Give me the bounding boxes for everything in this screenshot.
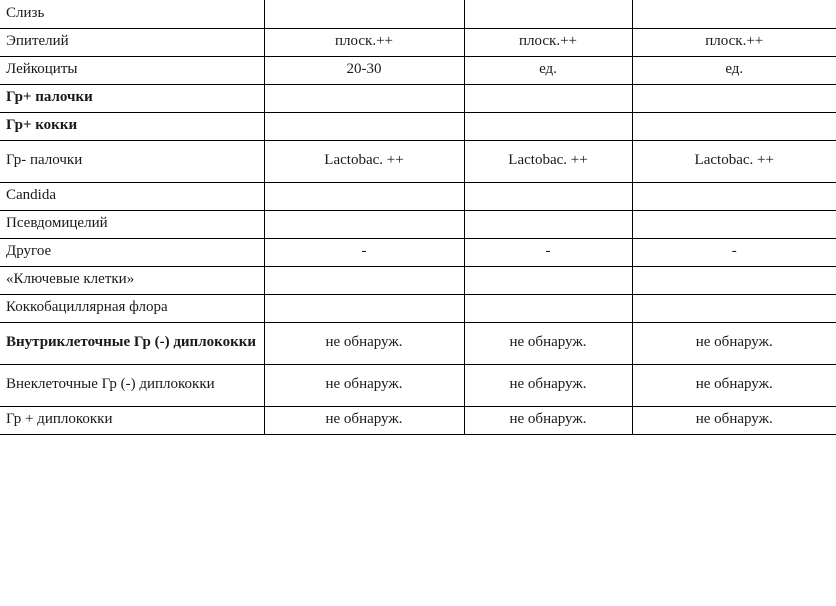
row-value-3 — [632, 294, 836, 322]
row-label: Гр+ палочки — [0, 84, 264, 112]
row-value-1 — [264, 266, 464, 294]
row-value-3: - — [632, 238, 836, 266]
row-label: Candida — [0, 182, 264, 210]
row-value-1 — [264, 294, 464, 322]
row-label: Внутриклеточные Гр (-) диплококки — [0, 322, 264, 364]
row-value-2: ед. — [464, 56, 632, 84]
table-row — [0, 56, 836, 84]
row-value-1 — [264, 112, 464, 140]
row-value-3 — [632, 182, 836, 210]
table-row — [0, 140, 836, 182]
row-value-3 — [632, 84, 836, 112]
table-row — [0, 210, 836, 238]
row-value-3 — [632, 210, 836, 238]
table-row — [0, 182, 836, 210]
table-row — [0, 28, 836, 56]
row-label: Эпителий — [0, 28, 264, 56]
row-value-2 — [464, 210, 632, 238]
row-value-1 — [264, 0, 464, 28]
row-value-1: плоск.++ — [264, 28, 464, 56]
row-value-2 — [464, 266, 632, 294]
row-label: Псевдомицелий — [0, 210, 264, 238]
row-value-3: не обнаруж. — [632, 322, 836, 364]
table-row — [0, 322, 836, 364]
row-value-3 — [632, 0, 836, 28]
table-row — [0, 364, 836, 406]
table-row — [0, 266, 836, 294]
row-value-3: ед. — [632, 56, 836, 84]
row-value-3: не обнаруж. — [632, 406, 836, 434]
row-label: «Ключевые клетки» — [0, 266, 264, 294]
row-value-3 — [632, 266, 836, 294]
row-label: Слизь — [0, 0, 264, 28]
table-row — [0, 294, 836, 322]
row-value-2 — [464, 182, 632, 210]
row-value-2: Lactobac. ++ — [464, 140, 632, 182]
row-value-1: - — [264, 238, 464, 266]
row-label: Внеклеточные Гр (-) диплококки — [0, 364, 264, 406]
row-value-2 — [464, 294, 632, 322]
row-value-1: Lactobac. ++ — [264, 140, 464, 182]
table-row — [0, 84, 836, 112]
row-label: Гр- палочки — [0, 140, 264, 182]
row-value-2 — [464, 84, 632, 112]
row-value-3: Lactobac. ++ — [632, 140, 836, 182]
row-value-2: не обнаруж. — [464, 322, 632, 364]
row-value-1: не обнаруж. — [264, 364, 464, 406]
row-value-1: не обнаруж. — [264, 406, 464, 434]
row-value-1: 20-30 — [264, 56, 464, 84]
row-value-1 — [264, 210, 464, 238]
row-value-2 — [464, 0, 632, 28]
row-label: Гр+ кокки — [0, 112, 264, 140]
row-label: Коккобациллярная флора — [0, 294, 264, 322]
table-row — [0, 112, 836, 140]
row-label: Лейкоциты — [0, 56, 264, 84]
row-label: Гр + диплококки — [0, 406, 264, 434]
table-row — [0, 406, 836, 434]
row-value-2 — [464, 112, 632, 140]
row-value-3: не обнаруж. — [632, 364, 836, 406]
table-row — [0, 0, 836, 28]
row-value-2: - — [464, 238, 632, 266]
row-value-1 — [264, 84, 464, 112]
row-value-1: не обнаруж. — [264, 322, 464, 364]
table-row — [0, 238, 836, 266]
row-value-3: плоск.++ — [632, 28, 836, 56]
row-value-2: не обнаруж. — [464, 406, 632, 434]
row-value-2: плоск.++ — [464, 28, 632, 56]
row-value-2: не обнаруж. — [464, 364, 632, 406]
row-value-3 — [632, 112, 836, 140]
row-value-1 — [264, 182, 464, 210]
row-label: Другое — [0, 238, 264, 266]
